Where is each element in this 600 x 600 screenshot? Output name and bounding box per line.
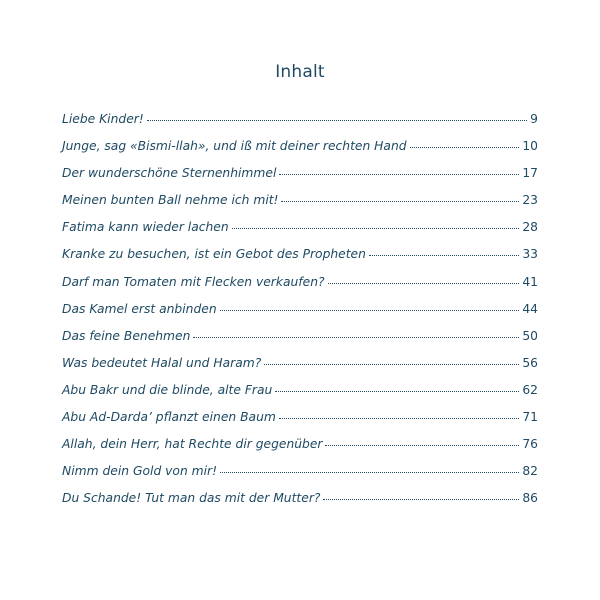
dot-leader	[328, 283, 520, 284]
toc-entry-title: Kranke zu besuchen, ist ein Gebot des Propheten	[62, 247, 366, 262]
dot-leader	[275, 391, 519, 392]
page-title: Inhalt	[275, 62, 325, 82]
toc-entry-title: Meinen bunten Ball nehme ich mit!	[62, 193, 279, 208]
toc-entry	[62, 437, 538, 464]
toc-entry-page: 33	[522, 247, 538, 262]
dot-leader	[232, 228, 520, 229]
toc-entry-page: 86	[522, 491, 538, 506]
toc-entry-title: Nimm dein Gold von mir!	[62, 464, 218, 479]
dot-leader	[410, 147, 520, 148]
toc-entry	[62, 302, 538, 329]
toc-entry-title: Allah, dein Herr, hat Rechte dir gegenüber	[62, 437, 323, 452]
toc-entry-page: 44	[522, 301, 538, 316]
toc-entry-title: Das Kamel erst anbinden	[62, 301, 217, 316]
toc-entry-page: 28	[522, 220, 538, 235]
toc-entry-page: 17	[522, 166, 538, 181]
toc-entry-title: Fatima kann wieder lachen	[62, 220, 229, 235]
toc-entry-title: Abu Bakr und die blinde, alte Frau	[62, 382, 273, 397]
toc-entry	[62, 220, 538, 247]
toc-entry-title: Was bedeutet Halal und Haram?	[62, 355, 262, 370]
dot-leader	[193, 337, 519, 338]
dot-leader	[264, 364, 519, 365]
toc-entry-page: 62	[522, 382, 538, 397]
dot-leader	[369, 255, 519, 256]
toc-entry-title: Du Schande! Tut man das mit der Mutter?	[62, 491, 321, 506]
toc-entry-page: 9	[530, 112, 538, 126]
toc-entry	[62, 247, 538, 274]
toc-entry-page: 23	[522, 193, 538, 208]
toc-entry-title: Junge, sag «Bismi-llah», und iß mit deiner rechten Hand	[62, 139, 407, 154]
toc-entry	[62, 491, 538, 518]
dot-leader	[325, 445, 519, 446]
toc-entry	[62, 329, 538, 356]
toc-entry-page: 56	[522, 355, 538, 370]
dot-leader	[220, 472, 519, 473]
dot-leader	[147, 120, 527, 121]
toc-entry	[62, 112, 538, 139]
toc-entry-page: 41	[522, 274, 538, 289]
toc-entry-page: 10	[522, 139, 538, 154]
toc-entry	[62, 356, 538, 383]
toc-entry	[62, 275, 538, 302]
toc-entry	[62, 193, 538, 220]
dot-leader	[323, 499, 519, 500]
table-of-contents	[62, 112, 538, 518]
toc-entry	[62, 139, 538, 166]
toc-entry-page: 82	[522, 464, 538, 479]
toc-entry-page: 71	[522, 410, 538, 425]
toc-entry	[62, 383, 538, 410]
toc-entry-page: 50	[522, 328, 538, 343]
dot-leader	[220, 310, 520, 311]
toc-entry-title: Darf man Tomaten mit Flecken verkaufen?	[62, 274, 325, 289]
toc-entry-title: Das feine Benehmen	[62, 328, 191, 343]
toc-entry-page: 76	[522, 437, 538, 452]
toc-entry	[62, 410, 538, 437]
dot-leader	[279, 418, 519, 419]
toc-entry-title: Abu Ad-Darda’ pflanzt einen Baum	[62, 410, 276, 425]
toc-entry	[62, 166, 538, 193]
toc-entry-title: Liebe Kinder!	[62, 112, 144, 126]
toc-entry-title: Der wunderschöne Sternenhimmel	[62, 166, 277, 181]
dot-leader	[281, 201, 519, 202]
dot-leader	[279, 174, 519, 175]
toc-entry	[62, 464, 538, 491]
